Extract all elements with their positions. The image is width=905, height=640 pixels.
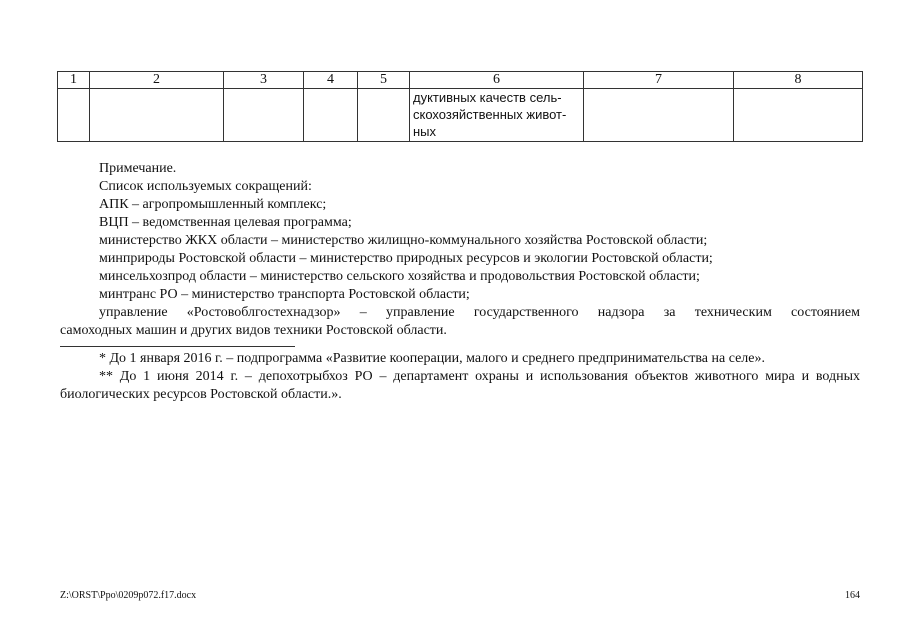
notes-heading: Примечание. <box>99 161 177 176</box>
abbreviation-item: ВЦП – ведомственная целевая программа; <box>99 215 352 230</box>
notes-section <box>60 160 860 340</box>
column-number-2: 2 <box>90 72 224 89</box>
abbreviation-item: минтранс РО – министерство транспорта Ростовской области; <box>99 287 470 302</box>
notes-intro: Список используемых сокращений: <box>99 179 312 194</box>
column-number-1: 1 <box>58 72 90 89</box>
cell-text-line: дуктивных качеств сель- <box>413 90 562 105</box>
column-number-7: 7 <box>584 72 734 89</box>
abbreviation-item: минприроды Ростовской области – министерство природных ресурсов и экологии Ростовской области; <box>99 251 713 266</box>
data-table <box>57 71 863 142</box>
cell-text-line: ных <box>413 124 437 139</box>
column-number-8: 8 <box>734 72 863 89</box>
abbreviation-item: минсельхозпрод области – министерство сельского хозяйства и продовольствия Ростовской области; <box>99 269 700 284</box>
table-cell <box>358 89 410 142</box>
footnote-first: * До 1 января 2016 г. – подпрограмма «Развитие кооперации, малого и среднего предпринимательства на селе». <box>99 351 766 366</box>
column-number-6: 6 <box>410 72 584 89</box>
abbreviation-item: АПК – агропромышленный комплекс; <box>99 197 327 212</box>
column-number-4: 4 <box>304 72 358 89</box>
abbreviation-item-justified: управление «Ростовоблгостехнадзор» – управление государственного надзора за техническим состоянием <box>99 305 860 320</box>
table-cell <box>734 89 863 142</box>
table-cell <box>58 89 90 142</box>
abbreviation-item: министерство ЖКХ области – министерство жилищно-коммунального хозяйства Ростовской области; <box>99 233 708 248</box>
footer-file-path: Z:\ORST\Ppo\0209p072.f17.docx <box>60 590 197 601</box>
abbreviation-item-continuation: самоходных машин и других видов техники Ростовской области. <box>60 323 447 338</box>
footer-page-number: 164 <box>845 590 860 601</box>
footnote-second-continuation: биологических ресурсов Ростовской области.». <box>60 387 342 402</box>
table-cell <box>90 89 224 142</box>
cell-text-line: скохозяйственных живот- <box>413 107 567 122</box>
table-header-row <box>58 72 863 89</box>
table-row <box>58 89 863 142</box>
footnotes-section <box>60 350 860 404</box>
table-cell <box>584 89 734 142</box>
table-cell <box>304 89 358 142</box>
table-cell <box>224 89 304 142</box>
column-number-3: 3 <box>224 72 304 89</box>
footnote-second: ** До 1 июня 2014 г. – депохотрыбхоз РО – департамент охраны и использования объектов животного мира и водных <box>99 369 860 384</box>
footnote-separator <box>60 346 295 347</box>
table-cell-text <box>410 89 584 142</box>
column-number-5: 5 <box>358 72 410 89</box>
